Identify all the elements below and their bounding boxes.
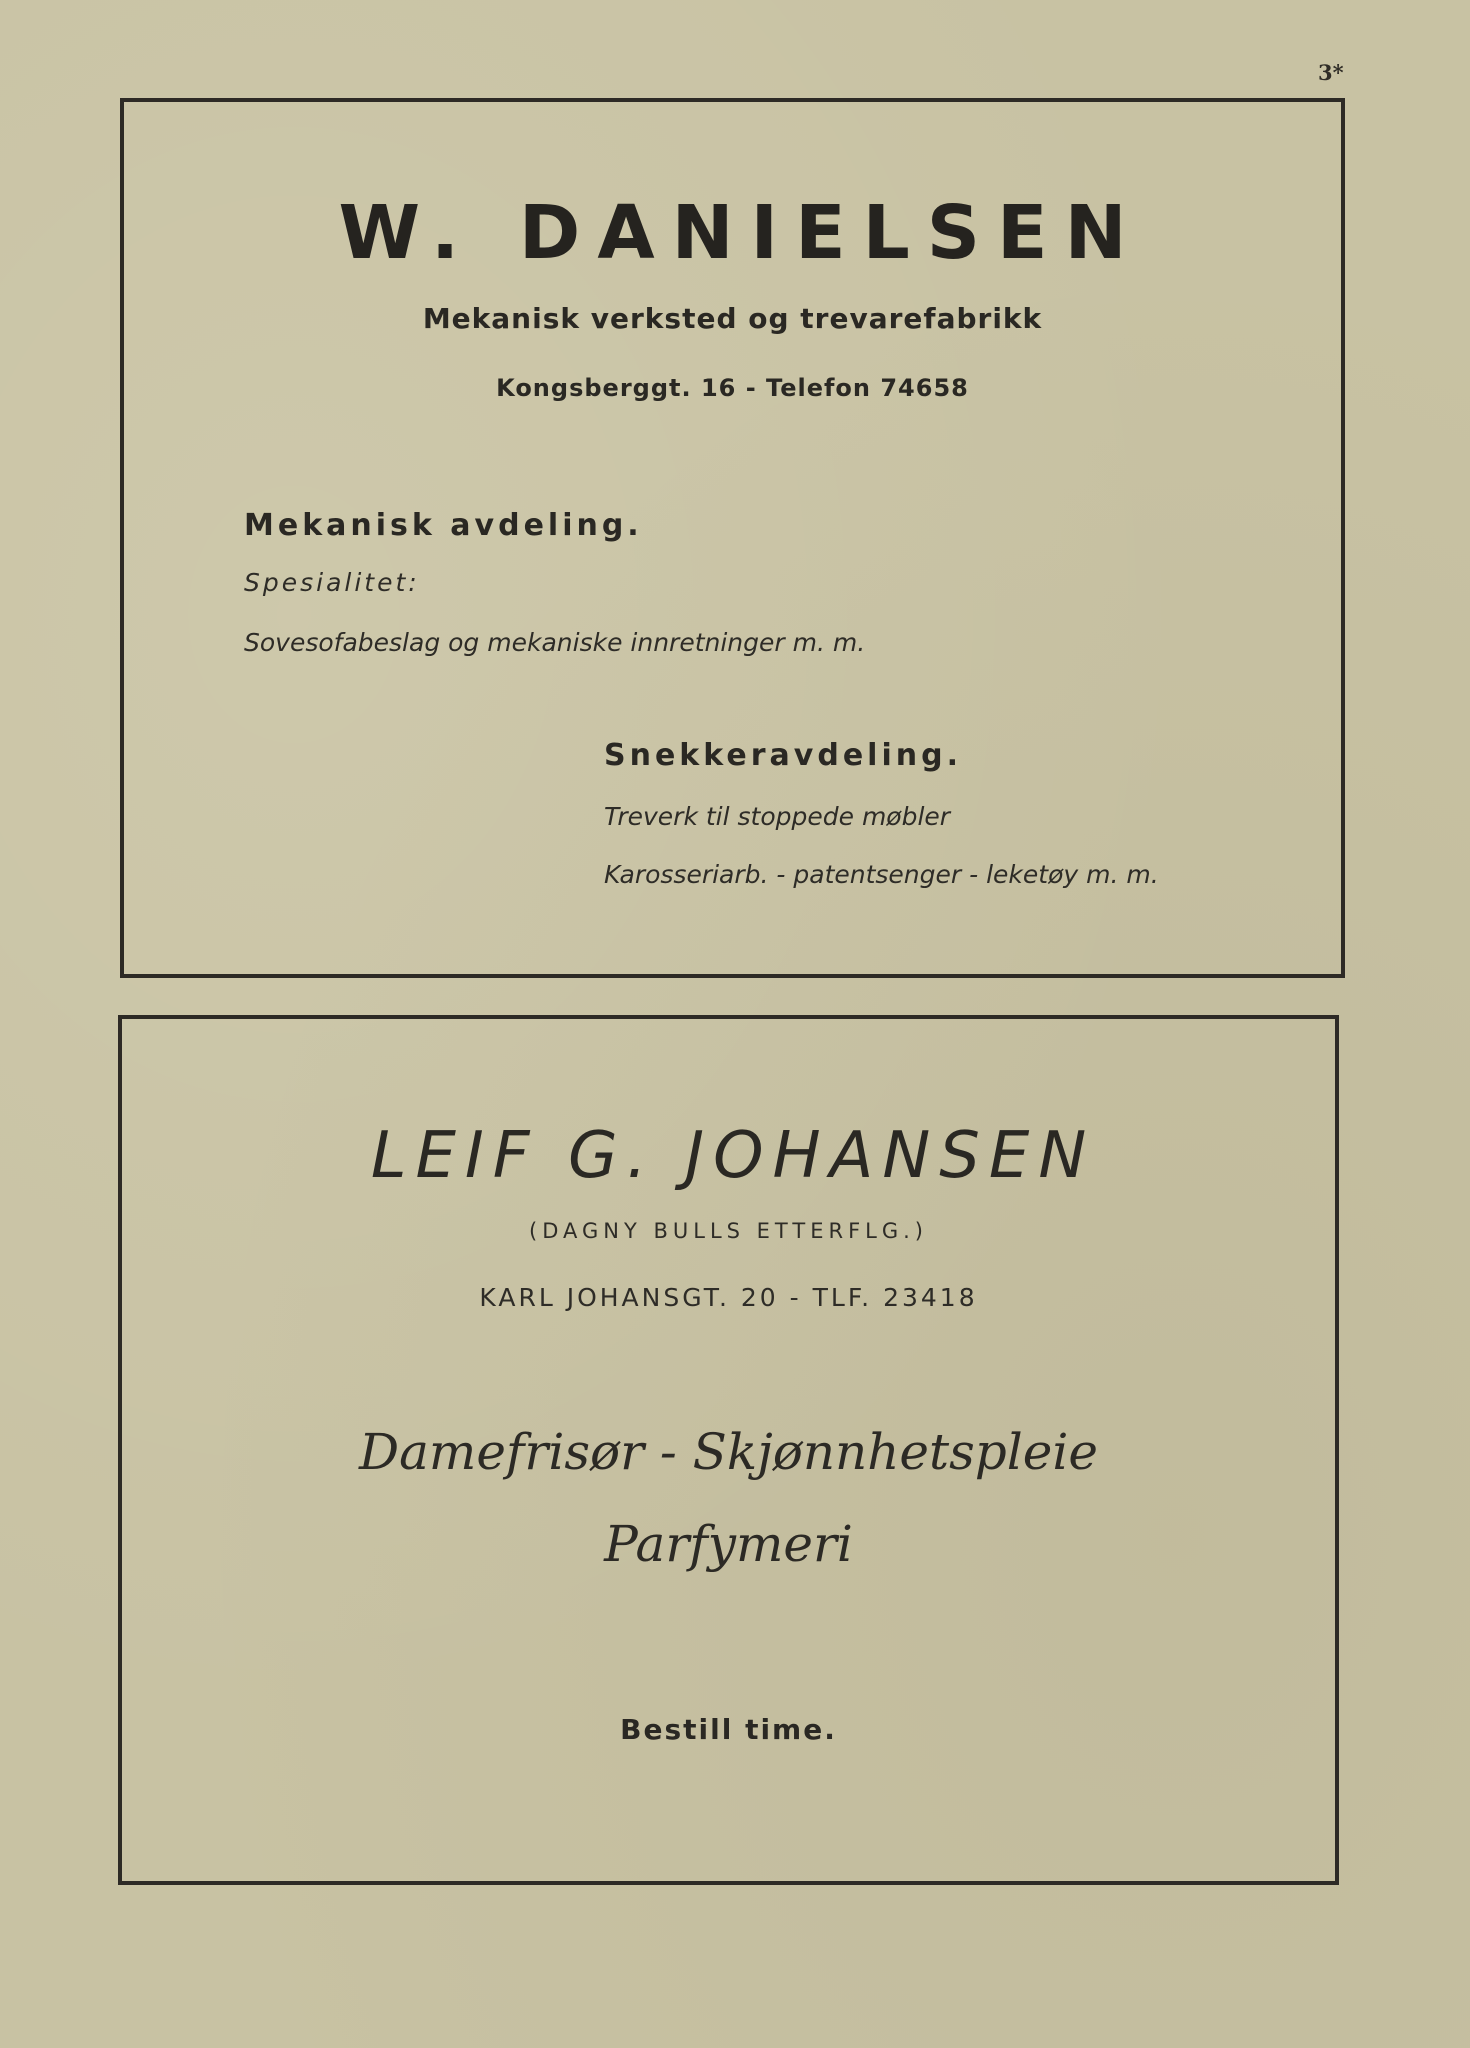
mechanical-dept-heading: Mekanisk avdeling. [244,508,643,543]
danielsen-title: W. DANIELSEN [338,190,1144,276]
danielsen-subtitle: Mekanisk verksted og trevarefabrikk [422,302,1043,335]
johansen-services-line-1: Damefrisør - Skjønnhetspleie [359,1423,1098,1481]
johansen-services-line-2: Parfymeri [604,1515,853,1573]
ad-johansen [118,1015,1339,1885]
carpentry-line-1: Treverk til stoppede møbler [604,802,951,831]
johansen-subtitle: (DAGNY BULLS ETTERFLG.) [529,1219,928,1243]
carpentry-dept-heading: Snekkeravdeling. [604,738,962,773]
ad-danielsen [120,98,1345,978]
danielsen-address: Kongsberggt. 16 - Telefon 74658 [496,374,969,402]
johansen-title: LEIF G. JOHANSEN [370,1119,1096,1193]
johansen-call-to-action: Bestill time. [620,1713,837,1746]
mechanical-specialty-text: Sovesofabeslag og mekaniske innretninger m. m. [244,628,866,657]
johansen-address: KARL JOHANSGT. 20 - TLF. 23418 [479,1283,978,1312]
mechanical-specialty-label: Spesialitet: [244,568,420,597]
carpentry-line-2: Karosseriarb. - patentsenger - leketøy m. m. [604,860,1159,889]
page-number: 3* [1318,60,1344,85]
